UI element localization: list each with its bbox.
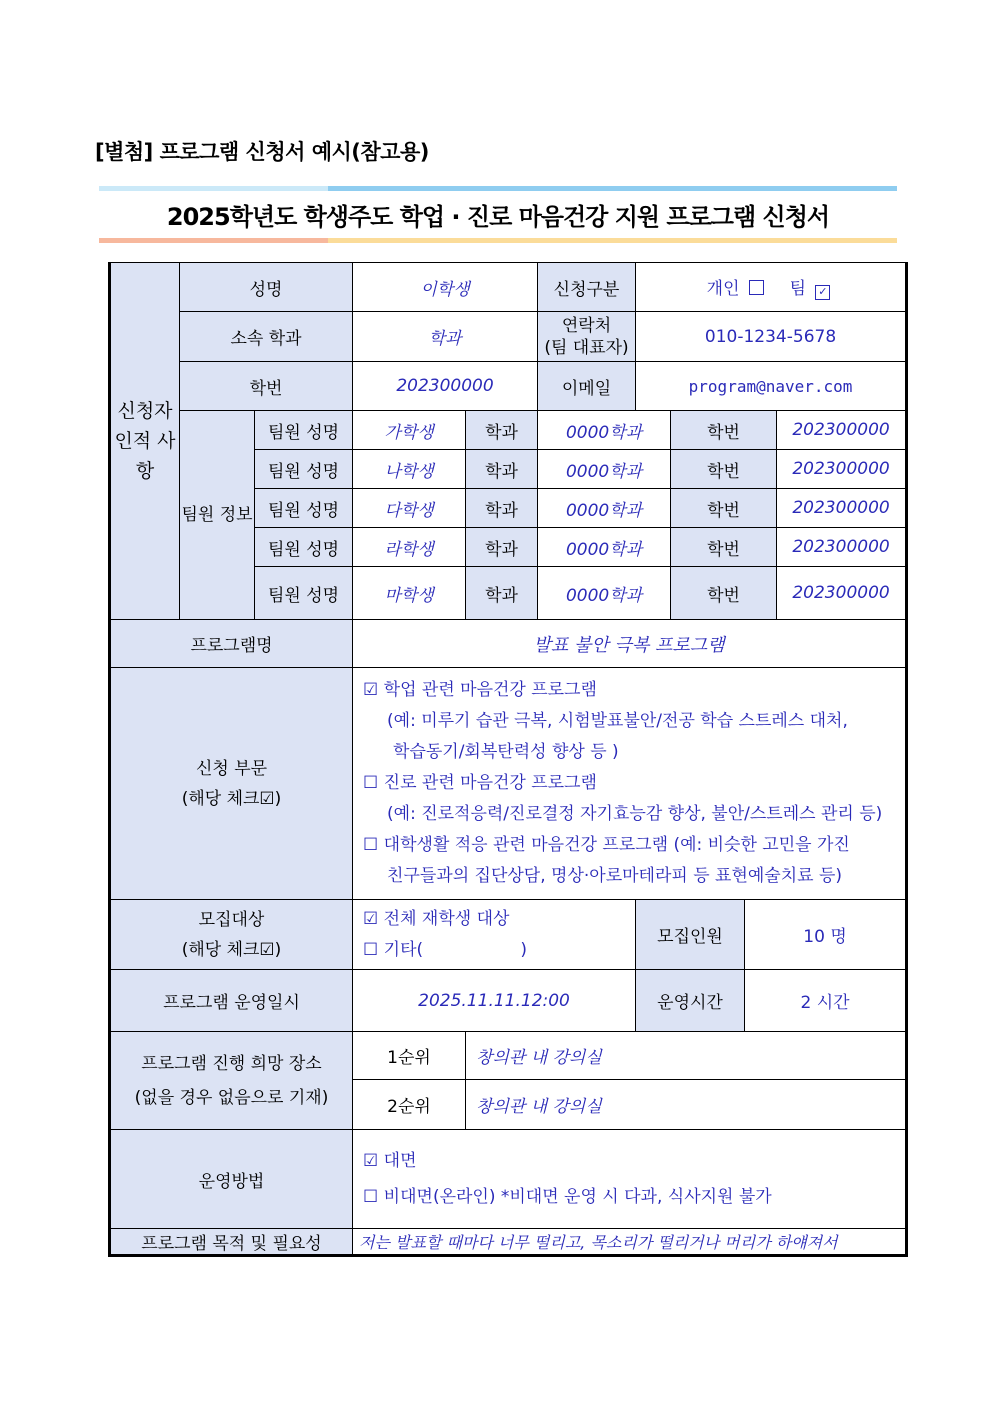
unchecked-box-icon: ☐ <box>363 835 379 855</box>
method-online-option[interactable]: ☐ 비대면(온라인) *비대면 운영 시 다과, 식사지원 불가 <box>363 1187 772 1207</box>
target-all-option[interactable]: ☑ 전체 재학생 대상 <box>363 908 510 929</box>
venue-place-1[interactable]: 창의관 내 강의실 <box>466 1032 907 1080</box>
member-name-label: 팀원 성명 <box>255 450 353 489</box>
unchecked-box-icon: ☐ <box>363 1187 379 1207</box>
member-name-label: 팀원 성명 <box>255 528 353 567</box>
target-options <box>353 900 636 970</box>
capacity-value[interactable]: 10 명 <box>745 900 907 970</box>
title-band-bottom <box>99 238 897 243</box>
member-id[interactable]: 202300000 <box>777 567 907 620</box>
member-name-label: 팀원 성명 <box>255 567 353 620</box>
category-adjustment[interactable]: ☐ 대학생활 적응 관련 마음건강 프로그램 (예: 비슷한 고민을 가진 <box>363 835 850 855</box>
member-name[interactable]: 나학생 <box>353 450 466 489</box>
member-id-label: 학번 <box>671 489 777 528</box>
form-title: 2025학년도 학생주도 학업 · 진로 마음건강 지원 프로그램 신청서 <box>166 203 830 231</box>
member-dept-label: 학과 <box>466 489 538 528</box>
member-dept[interactable]: 0000학과 <box>538 489 671 528</box>
member-id[interactable]: 202300000 <box>777 411 907 450</box>
member-name[interactable]: 다학생 <box>353 489 466 528</box>
member-id-label: 학번 <box>671 567 777 620</box>
application-type-label: 신청구분 <box>538 263 636 312</box>
member-dept[interactable]: 0000학과 <box>538 528 671 567</box>
member-dept-label: 학과 <box>466 528 538 567</box>
unchecked-box-icon: ☐ <box>363 939 379 960</box>
member-dept[interactable]: 0000학과 <box>538 450 671 489</box>
individual-checkbox[interactable] <box>749 280 764 295</box>
target-label: 모집대상 (해당 체크☑) <box>110 900 353 970</box>
member-id-label: 학번 <box>671 411 777 450</box>
checked-box-icon: ☑ <box>363 1151 379 1171</box>
applicant-section-label: 신청자 인적 사항 <box>110 263 180 620</box>
member-id-label: 학번 <box>671 450 777 489</box>
team-info-label: 팀원 정보 <box>180 411 255 620</box>
department-label: 소속 학과 <box>180 312 353 362</box>
method-inperson-option[interactable]: ☑ 대면 <box>363 1151 417 1171</box>
member-name[interactable]: 가학생 <box>353 411 466 450</box>
category-label: 신청 부문 (해당 체크☑) <box>110 668 353 900</box>
member-dept-label: 학과 <box>466 450 538 489</box>
member-name[interactable]: 라학생 <box>353 528 466 567</box>
applicant-contact[interactable]: 010-1234-5678 <box>636 312 907 362</box>
member-id-label: 학번 <box>671 528 777 567</box>
duration-value[interactable]: 2 시간 <box>745 970 907 1032</box>
schedule-label: 프로그램 운영일시 <box>110 970 353 1032</box>
member-dept-label: 학과 <box>466 411 538 450</box>
category-academic[interactable]: ☑ 학업 관련 마음건강 프로그램 <box>363 680 597 700</box>
member-dept-label: 학과 <box>466 567 538 620</box>
member-id[interactable]: 202300000 <box>777 528 907 567</box>
application-type: 개인 팀 ✓ <box>636 263 907 312</box>
applicant-name[interactable]: 이학생 <box>353 263 538 312</box>
name-label: 성명 <box>180 263 353 312</box>
applicant-department[interactable]: 학과 <box>353 312 538 362</box>
email-label: 이메일 <box>538 362 636 411</box>
application-form-table <box>108 262 908 1257</box>
method-label: 운영방법 <box>110 1130 353 1229</box>
member-dept[interactable]: 0000학과 <box>538 567 671 620</box>
target-other-option[interactable]: ☐ 기타( ) <box>363 939 528 960</box>
member-name[interactable]: 마학생 <box>353 567 466 620</box>
venue-label: 프로그램 진행 희망 장소 (없을 경우 없음으로 기재) <box>110 1032 353 1130</box>
method-options <box>353 1130 907 1229</box>
applicant-student-id[interactable]: 202300000 <box>353 362 538 411</box>
category-career[interactable]: ☐ 진로 관련 마음건강 프로그램 <box>363 773 597 793</box>
unchecked-box-icon: ☐ <box>363 773 379 793</box>
purpose-label: 프로그램 목적 및 필요성 <box>110 1229 353 1256</box>
venue-rank-1: 1순위 <box>353 1032 466 1080</box>
student-id-label: 학번 <box>180 362 353 411</box>
applicant-email[interactable]: program@naver.com <box>636 362 907 411</box>
venue-place-2[interactable]: 창의관 내 강의실 <box>466 1080 907 1130</box>
purpose-value[interactable]: 저는 발표할 때마다 너무 떨리고, 목소리가 떨리거나 머리가 하얘져서 <box>353 1229 907 1256</box>
capacity-label: 모집인원 <box>636 900 745 970</box>
member-name-label: 팀원 성명 <box>255 411 353 450</box>
schedule-value[interactable]: 2025.11.11.12:00 <box>353 970 636 1032</box>
program-name-label: 프로그램명 <box>110 620 353 668</box>
attachment-title: [별첨] 프로그램 신청서 예시(참고용) <box>95 140 429 164</box>
member-dept[interactable]: 0000학과 <box>538 411 671 450</box>
member-id[interactable]: 202300000 <box>777 489 907 528</box>
contact-label: 연락처 (팀 대표자) <box>538 312 636 362</box>
venue-rank-2: 2순위 <box>353 1080 466 1130</box>
title-band-top <box>99 186 897 191</box>
duration-label: 운영시간 <box>636 970 745 1032</box>
checked-box-icon: ☑ <box>363 680 379 700</box>
member-id[interactable]: 202300000 <box>777 450 907 489</box>
checked-box-icon: ☑ <box>363 908 379 929</box>
program-name[interactable]: 발표 불안 극복 프로그램 <box>353 620 907 668</box>
team-checkbox[interactable]: ✓ <box>815 285 830 300</box>
member-name-label: 팀원 성명 <box>255 489 353 528</box>
category-options: ☑ 학업 관련 마음건강 프로그램 (예: 미루기 습관 극복, 시험발표불안/전공 학습 스트레스 대처, 학습동기/회복탄력성 향상 등 ) ☐ 진로 관련 마음건강 프로그램 (예: 진로적응력/진로결정 자기효능감 향상, 불안/스트레스 관리 등) ☐ 대학생활 적응 관련 마음건강 프로그램 (예: 비슷한 고민을 가진 친구들과의 집단상담, 명상·아로마테라피 등 표현예술치료 등) <box>353 668 907 900</box>
